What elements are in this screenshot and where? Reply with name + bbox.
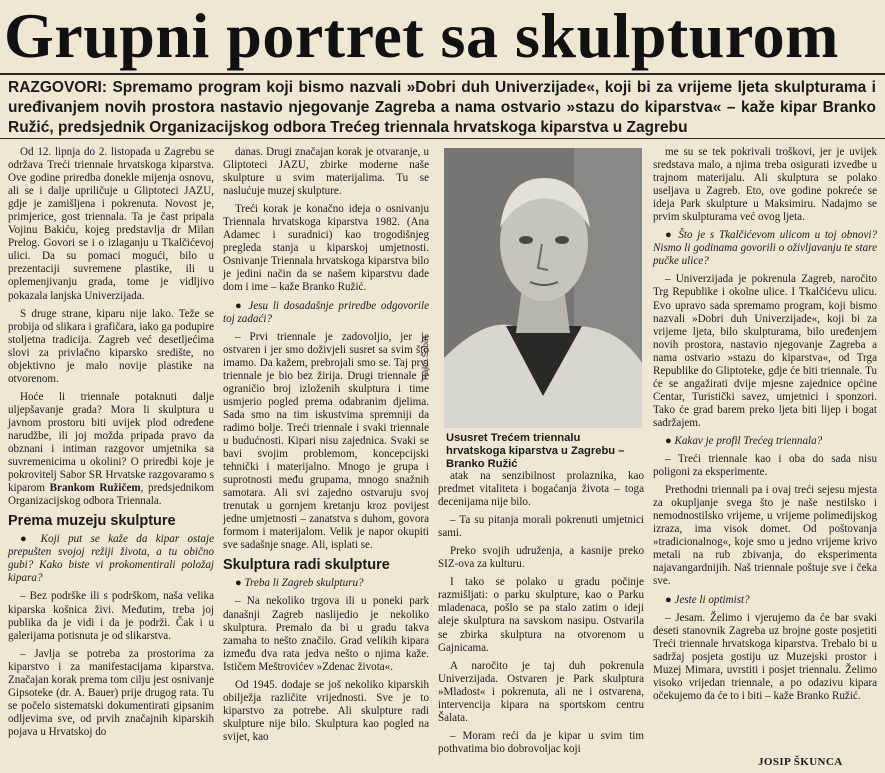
lead-text: Spremamo program koji bismo nazvali »Dobri duh Univerzijade«, koji bi za vrijeme ljeta skulpturama i uređivanjem novih prostora nastavio njegovanje Zagreba a nama ostvario »stazu do kiparstva« – kaže kipar Branko Ružić, predsjednik Organizacijskog odbora Trećeg triennala hrvatskoga kiparstva u Zagrebu — [8, 79, 876, 136]
question: ● Koji put se kaže da kipar ostaje prepušten svojoj režiji života, a tu obično gubi? Kako biste vi prokomentirali položaj kipara? — [8, 533, 214, 585]
col3-paragraph: Preko svojih udruženja, a kasnije preko SIZ-ova za kulturu. — [438, 545, 644, 571]
answer: – Jesam. Želimo i vjerujemo da će bar svaki deseti stanovnik Zagreba uz brojne goste posjetiti Treći triennale hrvatskoga kiparstva. Trebalo bi u sadržaj posjeta gostiju uz Muzejski prostor i Muzej Mimara, uvrstiti i posjet triennalu. Želimo visoko vrijedan triennale, a po odazivu kipara očekujemo da će to i biti – kaže Branko Ružić. — [653, 611, 877, 702]
column-3 — [438, 470, 644, 761]
headline: Grupni portret sa skulpturom — [4, 0, 839, 71]
col4-paragraph: me su se tek pokrivali troškovi, jer je uvijek sredstava malo, a njima treba osigurati izvedbe u trajnom materijalu. Ali skulptura se polako useljava u Zagreb. Eto, ove godine pokreće se ideja Park skulpture u Maksimiru. Nadajmo se prvim skulpturama već ovog ljeta. — [653, 146, 877, 224]
answer: – Bez podrške ili s podrškom, naša velika kiparska košnica živi. Međutim, treba joj publika da je vidi i da je podrži. Čak i u galerijama potisnuta je od slikarstva. — [8, 590, 214, 642]
col3-paragraph: A naročito je taj duh pokrenula Univerzijada. Ostvaren je Park skulptura »Mladost« i pokrenuta, ali ne i ostvarena, intervencija kipara na sportskom centru Šalata. — [438, 659, 644, 724]
answer: – Treći triennale kao i oba do sada nisu poligoni za eksperimente. — [653, 453, 877, 479]
portrait-illustration — [444, 148, 642, 428]
answer: – Univerzijada je pokrenula Zagreb, naročito Trg Republike i okolne ulice. I Tkalčićevu ulicu. Evo upravo sada spremamo program, koji bismo nazvali »Dobri duh Univerzijade«, koji bi za vrijeme ljeta, bilo skulpturama, bilo uređenjem novih prostora, nastavio njegovanje Zagreba a nama ostvario »stazu do kiparstva«, od Trga Republike do Gliptoteke, gdje će biti triennale. Tu će se angažirati dvije mjesne zajednice općine Centar, Turistički savez, umjetnici i sponzori. Tako će grad barem preko ljeta biti lijep i bogat sadržajem. — [653, 273, 877, 429]
answer: – Javlja se potreba za prostorima za kiparstvo i za manifestacijama kiparstva. Značajan korak prema tom cilju jest osnivanje Gipsoteke (dr. A. Bauer) prije drugog rata. Tu se počelo sistematski dokumentirati gipsanim odljevima sve, od prvih značajnih kiparskih pojava u Hrvatskoj do — [8, 647, 214, 738]
lead-label: RAZGOVORI: — [8, 79, 108, 96]
question: ● Kakav je profil Trećeg triennala? — [665, 434, 823, 447]
question: ● Što je s Tkalčićevom ulicom u toj obnovi? Nismo li godinama govorili o oživljavanju te stare pučke ulice? — [653, 229, 877, 268]
col1-paragraph: Od 12. lipnja do 2. listopada u Zagrebu se održava Treći triennale hrvatskoga kiparstva. Ove godine priredba donekle mijenja osnovu, ali se i dalje upriličuje u Gliptoteci JAZU, gdje je zamišljena i pokrenuta. Novost je, primjerice, gost triennala. Ta je čast pripala Vojinu Bakiću, kojeg predstavlja dr Milan Prelog. Govori se i o izlaganju u Tkalčićevoj ulici. Da su pomaci mogući, bilo u prezentaciji suvremene plastike, ili u oplemenjivanju grada, tome je vidljivo pokazala lanjska Univerzijada. — [8, 146, 214, 302]
col3-paragraph: – Ta su pitanja morali pokrenuti umjetnici sami. — [438, 514, 644, 540]
column-2 — [223, 146, 429, 749]
col1-text: Hoće li triennale potaknuti dalje uljepšavanje grada? Mora li skulptura u javnom prostoru biti uvijek plod određene narudžbe, ili joj možda pripada pravo da obznani i intiman razgovor umjetnika sa suvremenicima u okolini? O priredbi koje je pokrovitelj Sabor SR Hrvatske razgovaramo s kiparom — [8, 390, 214, 495]
col1-paragraph — [8, 391, 214, 508]
column-1 — [8, 146, 214, 744]
lead-paragraph — [8, 78, 876, 138]
subheading-skulptura-radi: Skulptura radi skulpture — [223, 557, 390, 574]
interviewee-name: Brankom Ružičem — [49, 482, 141, 495]
question: ● Treba li Zagreb skulpturu? — [235, 577, 364, 590]
column-4 — [653, 146, 877, 708]
headline-rule — [0, 73, 885, 75]
answer: Od 1945. dodaje se još nekoliko kiparskih obilježja različite vrijednosti. Sve je to kiparstvo za potrebe. Ali skulpture radi skulpture nije bilo. Skulptura kao pogled na svijet, kao — [223, 678, 429, 743]
answer: Prethodni triennali pa i ovaj treći sejesu mjesta za okupljanje svega što je naše nestilsko i nemodnostilsko vrijeme, u vrijeme polimedijskog izraza, ima visok domet. Od poštovanja »tradicionalnog«, koje smo u jedno vrijeme krivo metali na rub zbivanja, do eksperimenta najavangardnijih. Naš triennale poštuje sve i čeka sve. — [653, 484, 877, 588]
col2-paragraph: danas. Drugi značajan korak je otvaranje, u Gliptoteci JAZU, zbirke moderne naše skulpture u svim materijalima. Tu se naslućuje muzej skulpture. — [223, 146, 429, 198]
question: ● Jesu li dosadašnje priredbe odgovorile toj zadaći? — [223, 299, 429, 325]
photo-credit: Rajko Šobat — [421, 336, 430, 380]
col3-paragraph: – Moram reći da je kipar u svim tim pothvatima bio dobrovoljac koji — [438, 729, 644, 755]
lead-rule — [0, 138, 885, 139]
answer: – Na nekoliko trgova ili u poneki park današnji Zagreb naslijedio je nekoliko skulptura. Premalo da bi u gradu takva zamaha to nešto značilo. Grad velikih kipara između dva rata jedva nešto o njima kaže. Ističem Meštrovićev »Zdenac života«. — [223, 595, 429, 673]
question: ● Jeste li optimist? — [665, 593, 750, 606]
subheading-prema-muzeju: Prema muzeju skulpture — [8, 513, 176, 530]
answer: – Prvi triennale je zadovoljio, jer je ostvaren i jer smo doživjeli susret sa svim što imamo. Da kažem, prebrojali smo se. Taj prvi triennale je bio bez žirija. Drugi triennale je ograničio broj izloženih skulptura i time usmjerio pogled prema odabranim djelima. Sada smo na tim iskustvima spremniji da radimo bolje. Treći triennale i svaki triennale u budućnosti. Kipari nisu zajednica. Svaki se bavi svojim problemom, koncepcijski tehnički i materijalno. Mnogo je grupa i suprotnosti među grupama, mnogo snažnih samotara. Ali svi zajedno ostvaruju svoj trenutak u gornjem kretanju kroz povijest jedne umjetnosti – zanatstva s duhom, govora formom i materijalom. Velik je napor okupiti sve sadašnje snage. Ali, isplati se. — [223, 330, 429, 552]
col1-paragraph: S druge strane, kiparu nije lako. Teže se probija od slikara i grafičara, iako ga podupire stoljetna tradicija. Zagreb već desetljećima slovi za privlačno kiparsko središte, no objektivno je malo novije plastike na otvorenom. — [8, 307, 214, 385]
col1-text: , predsjednikom Organizacijskog odbora Triennala. — [8, 482, 214, 508]
portrait-photo — [444, 148, 642, 428]
col3-paragraph: I tako se polako u gradu počinje razmišljati: o parku skulpture, kao o Parku mladenaca, pošlo se pa stalo zatim o ideji aleje skulptura na savskom nasipu. Ostvarila se zbirka skulptura na otvorenom u Gajnicama. — [438, 576, 644, 654]
col3-paragraph: atak na senzibilnost prolaznika, kao predmet vitaliteta i bogaćanja života – toga decenijama nije bilo. — [438, 470, 644, 509]
col2-paragraph: Treći korak je konačno ideja o osnivanju Triennala hrvatskoga kiparstva 1982. (Ana Adamec i suradnici) kao trogodišnjeg pregleda stanja u kiparskoj umjetnosti. Osnivanje Triennala hrvatskoga kiparstva bilo je jedini način da se našem kiparstvu dade dom i ime – kaže Branko Ružić. — [223, 203, 429, 294]
photo-caption: Ususret Trećem triennalu hrvatskoga kiparstva u Zagrebu – Branko Ružić — [446, 432, 625, 470]
author-signature: JOSIP ŠKUNCA — [758, 756, 843, 768]
